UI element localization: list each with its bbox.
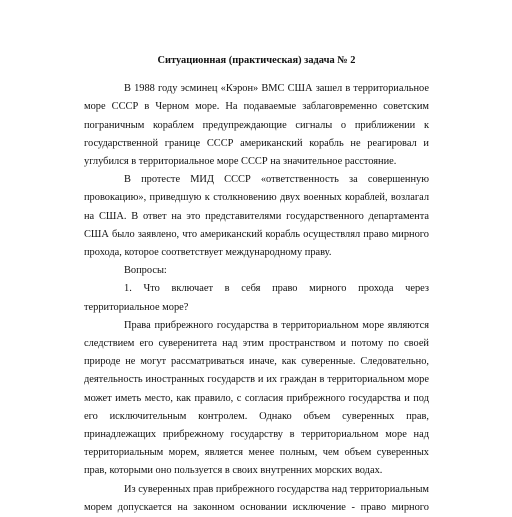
paragraph-1: В 1988 году эсминец «Кэрон» ВМС США зашел в территориальное море СССР в Черном море. На подаваемые заблаговременно советским пограничным кораблем предупреждающие сигналы о приближении к государственной границе СССР американский корабль не реагировал и углубился в территориальное море СССР на значительное расстояние. xyxy=(84,83,429,168)
paragraph-3: Права прибрежного государства в территориальном море являются следствием его суверенитета над этим пространством и потому по своей природе не могут рассматриваться иначе, как суверенные. Следовательно, деятельность иностранных государств и их граждан в территориальном море может иметь место, как правило, с согласия прибрежного государства и под его исключительным контролем. Однако объем суверенных прав, принадлежащих прибрежному государству в территориальном море над территориальным морем, является менее полным, чем объем суверенных прав, которыми оно пользуется в своих внутренних морских водах. xyxy=(84,319,429,477)
document-body xyxy=(84,52,429,517)
questions-heading: Вопросы: xyxy=(124,265,167,277)
question-1: 1. Что включает в себя право мирного прохода через территориальное море? xyxy=(84,283,429,313)
document-title: Ситуационная (практическая) задача № 2 xyxy=(157,55,356,66)
paragraph-4: Из суверенных прав прибрежного государства над территориальным морем допускается на законном основании исключение - право мирного xyxy=(84,483,430,513)
paragraph-2: В протесте МИД СССР «ответственность за совершенную провокацию», приведшую к столкновению двух военных кораблей, возлагал на США. В ответ на это представителями государственного департамента США было заявлено, что американский корабль осуществлял право мирного прохода, которое соответствует международному праву. xyxy=(84,174,429,259)
